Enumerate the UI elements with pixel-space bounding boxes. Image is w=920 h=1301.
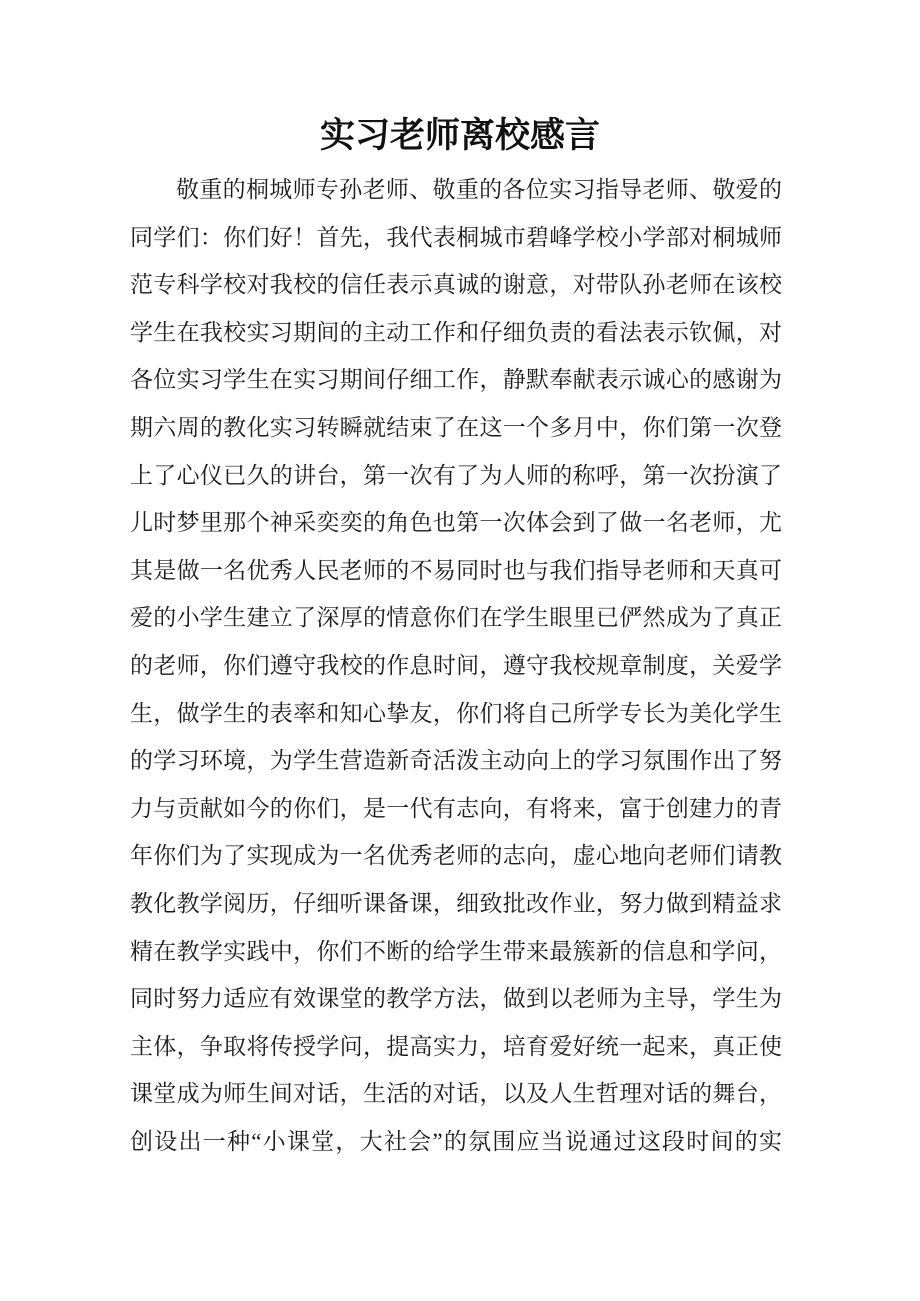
paragraph-line: 的学习环境，为学生营造新奇活泼主动向上的学习氛围作出了努: [130, 748, 782, 774]
paragraph-line: 创设出一种“小课堂，大社会”的氛围应当说通过这段时间的实: [130, 1128, 782, 1154]
paragraph-line: 期六周的教化实习转瞬就结束了在这一个多月中，你们第一次登: [130, 414, 782, 440]
paragraph-line: 同学们：你们好！首先，我代表桐城市碧峰学校小学部对桐城师: [130, 224, 782, 250]
document-body: [130, 166, 782, 1165]
paragraph-line: 范专科学校对我校的信任表示真诚的谢意，对带队孙老师在该校: [130, 272, 782, 298]
paragraph-line: 课堂成为师生间对话，生活的对话，以及人生哲理对话的舞台，: [130, 1081, 782, 1107]
paragraph-line: 敬重的桐城师专孙老师、敬重的各位实习指导老师、敬爱的: [176, 177, 782, 202]
paragraph-line: 上了心仪已久的讲台，第一次有了为人师的称呼，第一次扮演了: [130, 462, 782, 488]
paragraph-line: 力与贡献如今的你们，是一代有志向，有将来，富于创建力的青: [130, 795, 782, 821]
paragraph-line: 年你们为了实现成为一名优秀老师的志向，虚心地向老师们请教: [130, 843, 782, 869]
paragraph-line: 主体，争取将传授学问，提高实力，培育爱好统一起来，真正使: [130, 1033, 782, 1059]
paragraph-line: 的老师，你们遵守我校的作息时间，遵守我校规章制度，关爱学: [130, 652, 782, 678]
paragraph-line: 爱的小学生建立了深厚的情意你们在学生眼里已俨然成为了真正: [130, 605, 782, 631]
paragraph-line: 生，做学生的表率和知心挚友，你们将自己所学专长为美化学生: [130, 700, 782, 726]
paragraph-line: 学生在我校实习期间的主动工作和仔细负责的看法表示钦佩，对: [130, 319, 782, 345]
document-title: 实习老师离校感言: [319, 116, 600, 155]
paragraph-line: 儿时梦里那个神采奕奕的角色也第一次体会到了做一名老师，尤: [130, 510, 782, 536]
paragraph-line: 其是做一名优秀人民老师的不易同时也与我们指导老师和天真可: [130, 557, 782, 583]
paragraph-line: 各位实习学生在实习期间仔细工作，静默奉献表示诚心的感谢为: [130, 367, 782, 393]
paragraph-line: 精在教学实践中，你们不断的给学生带来最簇新的信息和学问，: [130, 938, 782, 964]
paragraph-line: 同时努力适应有效课堂的教学方法，做到以老师为主导，学生为: [130, 986, 782, 1012]
paragraph-line: 教化教学阅历，仔细听课备课，细致批改作业，努力做到精益求: [130, 890, 782, 916]
